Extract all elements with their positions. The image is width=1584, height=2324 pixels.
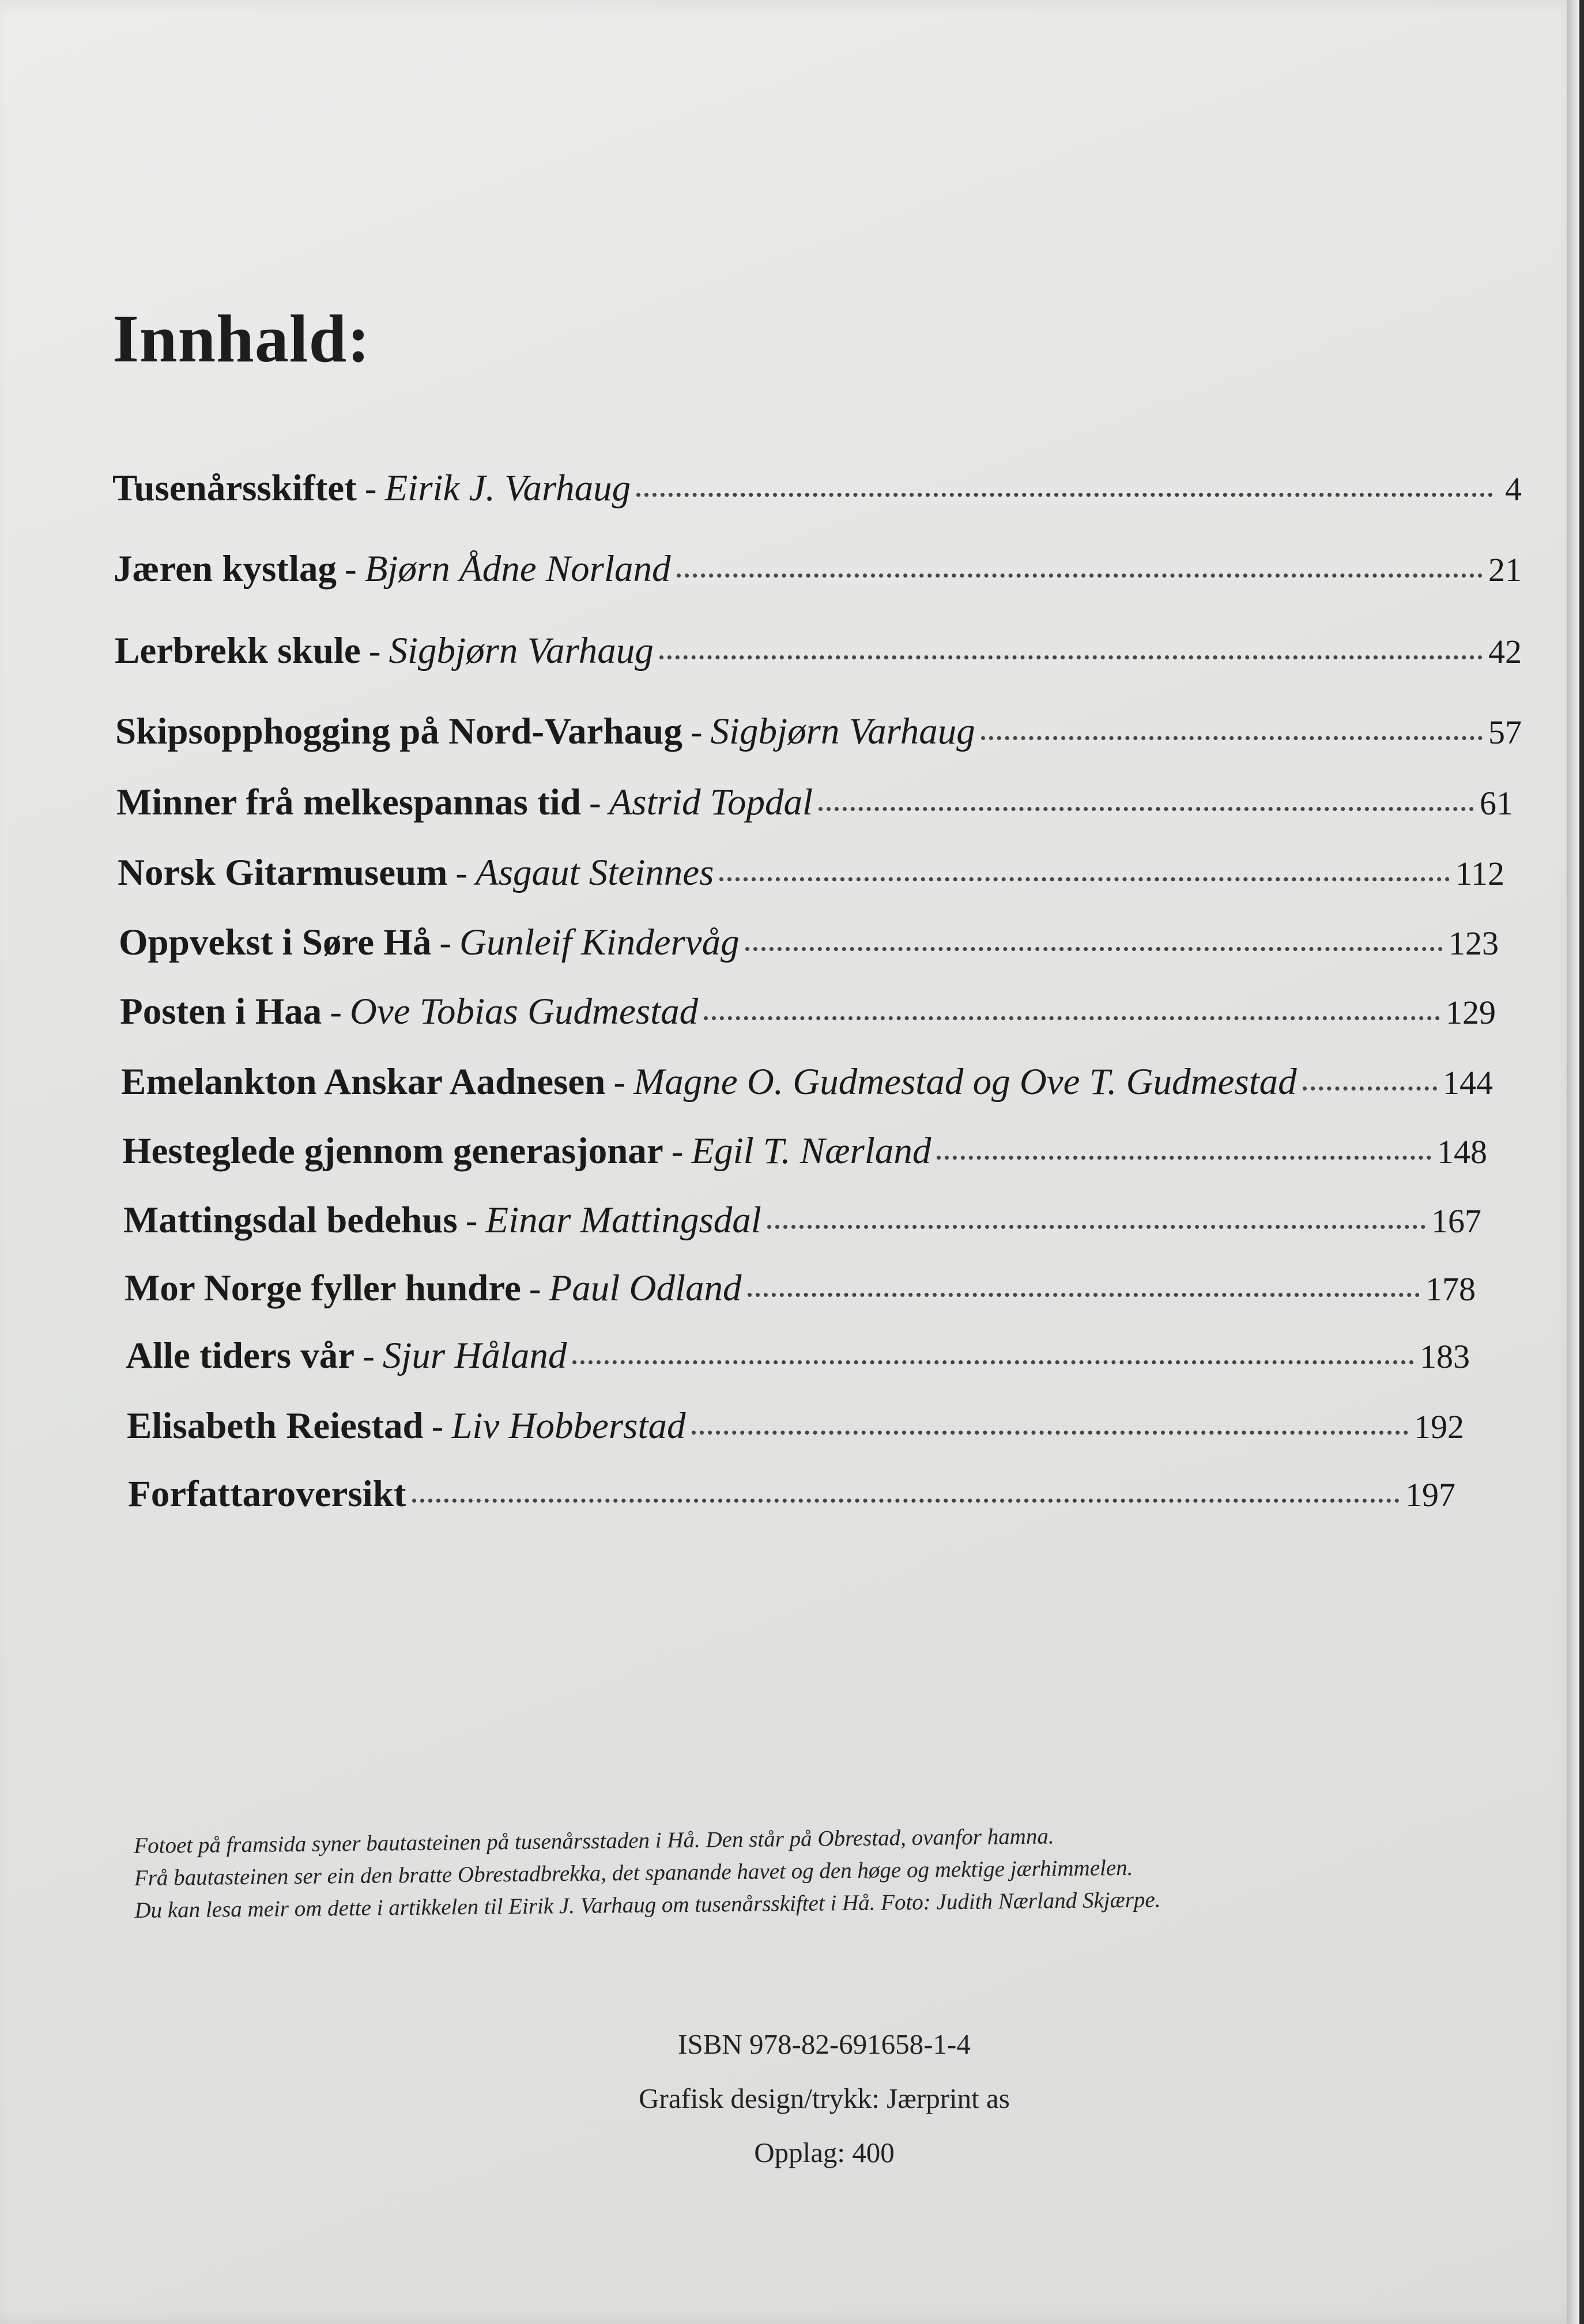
toc-entry-title: Hesteglede gjennom generasjonar <box>122 1130 663 1172</box>
toc-dot-leader <box>677 574 1483 578</box>
toc-entry-separator: - <box>589 783 601 823</box>
toc-entry <box>123 1199 1481 1251</box>
toc-entry <box>115 629 1522 681</box>
toc-entry-title: Forfattaroversikt <box>128 1473 406 1515</box>
toc-entry-title: Mattingsdal bedehus <box>123 1199 458 1241</box>
toc-entry-separator: - <box>364 469 377 508</box>
toc-entry-page-number: 61 <box>1480 784 1513 822</box>
toc-entry-page-number: 112 <box>1455 855 1504 892</box>
toc-entry-title: Mor Norge fyller hundre <box>125 1267 521 1309</box>
toc-entry <box>116 781 1513 833</box>
print-run: Opplag: 400 <box>754 2137 895 2168</box>
toc-entry-author: Egil T. Nærland <box>691 1130 931 1172</box>
toc-dot-leader <box>659 655 1483 659</box>
toc-entry-separator: - <box>455 854 467 893</box>
toc-entry-separator: - <box>529 1269 541 1308</box>
toc-heading: Innhald: <box>112 301 371 376</box>
toc-dot-leader <box>745 947 1443 951</box>
toc-entry-author: Sigbjørn Varhaug <box>389 630 654 671</box>
toc-entry-author: Astrid Topdal <box>609 782 813 823</box>
toc-entry-title: Skipsopphogging på Nord-Varhaug <box>115 711 682 752</box>
toc-entry-title: Minner frå melkespannas tid <box>116 782 581 823</box>
toc-dot-leader <box>981 736 1483 740</box>
toc-entry-page-number: 57 <box>1488 714 1522 751</box>
toc-entry <box>115 710 1522 762</box>
toc-entry-author: Liv Hobberstad <box>451 1405 686 1447</box>
toc-entry-page-number: 178 <box>1425 1270 1476 1308</box>
isbn-text: ISBN 978-82-691658-1-4 <box>678 2028 971 2060</box>
toc-entry-title: Norsk Gitarmuseum <box>118 852 448 893</box>
toc-entry-separator: - <box>439 923 451 963</box>
toc-entry-page-number: 197 <box>1405 1476 1455 1514</box>
toc-entry-page-number: 21 <box>1488 551 1522 588</box>
toc-dot-leader <box>636 493 1493 497</box>
toc-entry-title: Oppvekst i Søre Hå <box>119 922 432 963</box>
toc-dot-leader <box>704 1016 1440 1020</box>
toc-entry-separator: - <box>368 632 381 671</box>
toc-entry-page-number: 183 <box>1420 1338 1470 1375</box>
toc-entry-author: Sigbjørn Varhaug <box>710 711 975 752</box>
toc-entry-author: Bjørn Ådne Norland <box>364 548 671 590</box>
toc-dot-leader <box>572 1360 1414 1364</box>
toc-dot-leader <box>692 1431 1408 1435</box>
toc-entry-page-number: 144 <box>1443 1064 1493 1101</box>
toc-entry-author: Asgaut Steinnes <box>476 852 714 893</box>
toc-entry-separator: - <box>690 712 703 752</box>
toc-entry <box>120 990 1496 1042</box>
toc-entry <box>122 1130 1487 1182</box>
toc-entry-title: Elisabeth Reiestad <box>127 1405 424 1447</box>
toc-entry-title: Alle tiders vår <box>126 1335 355 1376</box>
toc-entry-title: Posten i Haa <box>120 991 322 1032</box>
toc-entry-title: Jæren kystlag <box>114 548 337 590</box>
caption-line: Du kan lesa meir om dette i artikkelen til Eirik J. Varhaug om tusenårsskiftet i Hå. Foto: Judith Nærland Skjærpe. <box>134 1887 1161 1923</box>
toc-entry-separator: - <box>345 550 357 589</box>
toc-dot-leader <box>767 1225 1425 1229</box>
toc-entry-separator: - <box>465 1201 478 1240</box>
caption-line: Frå bautasteinen ser ein den bratte Obrestadbrekka, det spanande havet og den høge og mektige jærhimmelen. <box>134 1855 1133 1891</box>
toc-dot-leader <box>1303 1086 1437 1091</box>
cover-photo-caption <box>134 1816 1461 1927</box>
toc-entry <box>127 1405 1464 1457</box>
toc-entry <box>118 851 1504 903</box>
toc-dot-leader <box>748 1293 1420 1297</box>
toc-entry <box>121 1061 1493 1112</box>
toc-dot-leader <box>719 877 1450 881</box>
toc-entry <box>128 1473 1455 1525</box>
toc-entry-separator: - <box>363 1337 375 1376</box>
toc-dot-leader <box>937 1156 1431 1160</box>
toc-entry-title: Emelankton Anskar Aadnesen <box>121 1061 606 1103</box>
toc-entry-author: Ove Tobias Gudmestad <box>349 991 699 1032</box>
toc-entry-page-number: 192 <box>1414 1408 1464 1446</box>
toc-entry-author: Sjur Håland <box>382 1335 567 1376</box>
toc-entry-author: Gunleif Kindervåg <box>459 922 740 963</box>
toc-entry-page-number: 4 <box>1505 470 1522 508</box>
design-credit: Grafisk design/trykk: Jærprint as <box>639 2082 1010 2114</box>
toc-entry <box>119 921 1499 973</box>
toc-entry-separator: - <box>613 1063 626 1102</box>
toc-entry-page-number: 123 <box>1449 925 1499 962</box>
toc-entry-page-number: 129 <box>1446 994 1496 1031</box>
toc-entry <box>126 1334 1470 1386</box>
toc-entry-separator: - <box>431 1407 444 1446</box>
toc-entry-author: Magne O. Gudmestad og Ove T. Gudmestad <box>633 1061 1297 1103</box>
toc-entry-title: Lerbrekk skule <box>115 630 361 671</box>
toc-entry <box>112 467 1522 519</box>
toc-entry <box>125 1267 1476 1319</box>
toc-entry-title: Tusenårsskiftet <box>112 467 357 509</box>
toc-entry <box>114 548 1522 599</box>
toc-entry-separator: - <box>330 993 342 1032</box>
toc-dot-leader <box>412 1499 1400 1503</box>
toc-entry-page-number: 148 <box>1437 1133 1487 1171</box>
toc-entry-page-number: 167 <box>1431 1202 1481 1240</box>
toc-dot-leader <box>819 807 1474 811</box>
caption-line: Fotoet på framsida syner bautasteinen på tusenårsstaden i Hå. Den står på Obrestad, ovanfor hamna. <box>134 1824 1054 1858</box>
toc-entry-page-number: 42 <box>1488 633 1522 670</box>
toc-entry-separator: - <box>671 1132 684 1171</box>
toc-entry-author: Einar Mattingsdal <box>485 1199 761 1241</box>
toc-entry-author: Paul Odland <box>549 1267 742 1309</box>
toc-entry-author: Eirik J. Varhaug <box>384 467 631 509</box>
colophon <box>594 2017 1055 2180</box>
